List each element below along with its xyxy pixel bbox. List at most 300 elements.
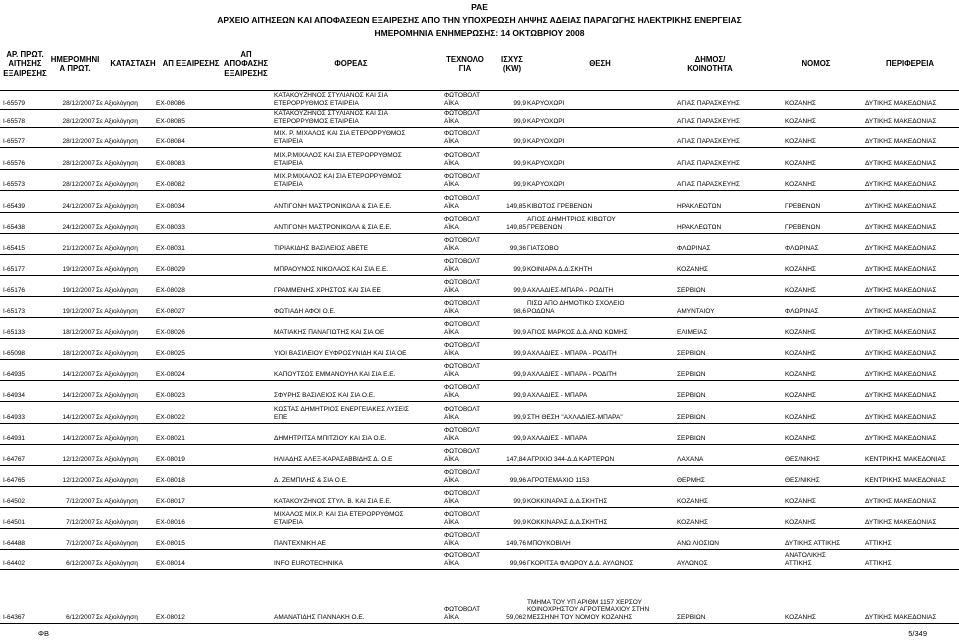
cell-status: Σε Αξιολόγηση (96, 224, 138, 232)
cell-dimos: ΑΓΙΑΣ ΠΑΡΑΣΚΕΥΗΣ (677, 118, 740, 126)
cell-foreas: ΚΩΣΤΑΣ ΔΗΜΗΤΡΙΟΣ ΕΝΕΡΓΕΙΑΚΕΣ ΛΥΣΕΙΣ ΕΠΕ (274, 406, 409, 422)
cell-power: 99,9 (513, 392, 526, 400)
cell-date: 28/12/2007 (62, 138, 95, 146)
table-row (0, 128, 959, 148)
cell-id: I-65577 (3, 138, 26, 146)
cell-perif: ΔΥΤΙΚΗΣ ΜΑΚΕΔΟΝΙΑΣ (865, 181, 937, 189)
cell-date: 18/12/2007 (62, 329, 95, 337)
cell-date: 6/12/2007 (66, 614, 95, 622)
cell-status: Σε Αξιολόγηση (96, 287, 138, 295)
cell-thesi: ΑΧΛΑΔΙΕΣ-ΜΠΑΡΑ - ΡΟΔΙΤΗ (527, 287, 614, 295)
cell-dimos: ΑΓΙΑΣ ΠΑΡΑΣΚΕΥΗΣ (677, 181, 740, 189)
cell-tech: ΦΩΤΟΒΟΛΤ ΑΪΚΑ (444, 511, 481, 527)
cell-date: 19/12/2007 (62, 266, 95, 274)
cell-status: Σε Αξιολόγηση (96, 392, 138, 400)
cell-perif: ΚΕΝΤΡΙΚΗΣ ΜΑΚΕΔΟΝΙΑΣ (865, 477, 946, 485)
cell-thesi: ΚΟΙΝΙΑΡΑ Δ.Δ.ΣΚΗΤΗ (527, 266, 593, 274)
cell-thesi: ΜΠΟΥΚΟΒΙΛΗ (527, 540, 571, 548)
cell-thesi: ΚΑΡΥΟΧΩΡΙ (527, 138, 565, 146)
cell-nomos: ΑΝΑΤΟΛΙΚΗΣ ΑΤΤΙΚΗΣ (785, 552, 826, 568)
table-row (0, 297, 959, 318)
cell-foreas: ΦΩΤΙΑΔΗ ΑΦΟΙ Ο.Ε. (274, 308, 336, 316)
cell-tech: ΦΩΤΟΒΟΛΤ ΑΪΚΑ (444, 279, 481, 295)
cell-date: 7/12/2007 (66, 498, 95, 506)
cell-nomos: ΚΟΖΑΝΗΣ (785, 181, 816, 189)
cell-thesi: ΚΙΒΩΤΟΣ ΓΡΕΒΕΝΩΝ (527, 203, 593, 211)
cell-date: 14/12/2007 (62, 392, 95, 400)
cell-dimos: ΑΓΙΑΣ ΠΑΡΑΣΚΕΥΗΣ (677, 138, 740, 146)
table-row (0, 487, 959, 508)
cell-id: I-65415 (3, 245, 26, 253)
cell-status: Σε Αξιολόγηση (96, 308, 138, 316)
cell-date: 28/12/2007 (62, 181, 95, 189)
cell-nomos: ΚΟΖΑΝΗΣ (785, 614, 816, 622)
cell-status: Σε Αξιολόγηση (96, 414, 138, 422)
cell-id: I-64765 (3, 477, 26, 485)
cell-power: 99,9 (513, 350, 526, 358)
cell-foreas: ΔΗΜΗΤΡΙΤΣΑ ΜΠΙΤΖΙΟΥ ΚΑΙ ΣΙΑ Ο.Ε. (274, 435, 387, 443)
cell-thesi: ΑΧΛΑΔΙΕΣ - ΜΠΑΡΑ (527, 435, 588, 443)
cell-tech: ΦΩΤΟΒΟΛΤ ΑΪΚΑ (444, 130, 481, 146)
cell-nomos: ΓΡΕΒΕΝΩΝ (785, 224, 821, 232)
cell-dimos: ΑΝΩ ΛΙΟΣΙΩΝ (677, 540, 719, 548)
cell-ap: ΕΧ-08017 (156, 498, 185, 506)
cell-tech: ΦΩΤΟΒΟΛΤ ΑΪΚΑ (444, 195, 481, 211)
table-row (0, 90, 959, 110)
cell-id: I-64501 (3, 519, 26, 527)
cell-thesi: ΣΤΗ ΘΕΣΗ "ΑΧΛΑΔΙΕΣ-ΜΠΑΡΑ" (527, 414, 623, 422)
cell-dimos: ΚΟΖΑΝΗΣ (677, 519, 708, 527)
cell-tech: ΦΩΤΟΒΟΛΤ ΑΪΚΑ (444, 363, 481, 379)
cell-status: Σε Αξιολόγηση (96, 371, 138, 379)
cell-thesi: ΓΚΟΡΙΤΣΑ ΦΛΩΡΟΥ Δ.Δ. ΑΥΛΩΝΟΣ (527, 560, 634, 568)
cell-foreas: ΓΡΑΜΜΕΝΗΣ ΧΡΗΣΤΟΣ ΚΑΙ ΣΙΑ ΕΕ (274, 287, 381, 295)
cell-id: I-65098 (3, 350, 26, 358)
table-row (0, 191, 959, 213)
cell-power: 149,85 (506, 224, 526, 232)
cell-foreas: ΚΑΤΑΚΟΥΖΗΝΟΣ ΣΤΥΛΙΑΝΟΣ ΚΑΙ ΣΙΑ ΕΤΕΡΟΡΡΥΘΜΟΣ ΕΤΑΙΡΕΙΑ (274, 92, 388, 108)
cell-nomos: ΚΟΖΑΝΗΣ (785, 435, 816, 443)
cell-ap: ΕΧ-08031 (156, 245, 185, 253)
cell-nomos: ΘΕΣ/ΝΙΚΗΣ (785, 477, 820, 485)
table-row (0, 529, 959, 550)
cell-date: 24/12/2007 (62, 224, 95, 232)
page-number: 5/349 (908, 629, 927, 638)
cell-dimos: ΦΛΩΡΙΝΑΣ (677, 245, 711, 253)
column-header: ΑΠ ΕΞΑΙΡΕΣΗΣ (162, 59, 220, 69)
cell-date: 7/12/2007 (66, 540, 95, 548)
cell-thesi: ΚΟΚΚΙΝΑΡΑΣ Δ.Δ.ΣΚΗΤΗΣ (527, 519, 608, 527)
cell-thesi: ΓΙΑΤΣΟΒΟ (527, 245, 559, 253)
cell-ap: ΕΧ-08018 (156, 477, 185, 485)
cell-perif: ΔΥΤΙΚΗΣ ΜΑΚΕΔΟΝΙΑΣ (865, 245, 937, 253)
cell-date: 12/12/2007 (62, 456, 95, 464)
cell-thesi: ΚΟΚΚΙΝΑΡΑΣ Δ.Δ.ΣΚΗΤΗΣ (527, 498, 608, 506)
cell-status: Σε Αξιολόγηση (96, 203, 138, 211)
cell-nomos: ΚΟΖΑΝΗΣ (785, 100, 816, 108)
cell-perif: ΔΥΤΙΚΗΣ ΜΑΚΕΔΟΝΙΑΣ (865, 414, 937, 422)
cell-tech: ΦΩΤΟΒΟΛΤ ΑΪΚΑ (444, 490, 481, 506)
table-row (0, 234, 959, 255)
cell-ap: ΕΧ-08019 (156, 456, 185, 464)
cell-ap: ΕΧ-08033 (156, 224, 185, 232)
table-row (0, 318, 959, 339)
table-row (0, 508, 959, 529)
cell-thesi: ΚΑΡΥΟΧΩΡΙ (527, 118, 565, 126)
cell-tech: ΦΩΤΟΒΟΛΤ ΑΪΚΑ (444, 342, 481, 358)
column-header: ΤΕΧΝΟΛΟ ΓΙΑ (446, 54, 484, 73)
cell-nomos: ΚΟΖΑΝΗΣ (785, 414, 816, 422)
cell-power: 99,9 (513, 138, 526, 146)
cell-status: Σε Αξιολόγηση (96, 560, 138, 568)
header-line-3: ΗΜΕΡΟΜΗΝΙΑ ΕΝΗΜΕΡΩΣΗΣ: 14 ΟΚΤΩΒΡΙΟΥ 2008 (374, 28, 585, 38)
cell-nomos: ΚΟΖΑΝΗΣ (785, 371, 816, 379)
cell-status: Σε Αξιολόγηση (96, 329, 138, 337)
cell-ap: ΕΧ-08085 (156, 118, 185, 126)
cell-dimos: ΕΛΙΜΕΙΑΣ (677, 329, 708, 337)
column-header: ΦΟΡΕΑΣ (334, 59, 368, 69)
cell-perif: ΔΥΤΙΚΗΣ ΜΑΚΕΔΟΝΙΑΣ (865, 287, 937, 295)
cell-id: I-65177 (3, 266, 26, 274)
table-row (0, 213, 959, 234)
cell-power: 99,9 (513, 118, 526, 126)
cell-foreas: ΑΝΤΙΓΟΝΗ ΜΑΣΤΡΟΝΙΚΟΛΑ & ΣΙΑ Ε.Ε. (274, 203, 392, 211)
cell-power: 147,84 (506, 456, 526, 464)
cell-perif: ΔΥΤΙΚΗΣ ΜΑΚΕΔΟΝΙΑΣ (865, 519, 937, 527)
cell-foreas: ΑΝΤΙΓΟΝΗ ΜΑΣΤΡΟΝΙΚΟΛΑ & ΣΙΑ Ε.Ε. (274, 224, 392, 232)
cell-id: I-65438 (3, 224, 26, 232)
cell-perif: ΑΤΤΙΚΗΣ (865, 560, 892, 568)
cell-status: Σε Αξιολόγηση (96, 245, 138, 253)
cell-foreas: ΜΙΧ.Ρ.ΜΙΧΑΛΟΣ ΚΑΙ ΣΙΑ ΕΤΕΡΟΡΡΥΘΜΟΣ ΕΤΑΙΡΕΙΑ (274, 152, 402, 168)
cell-id: I-64934 (3, 392, 26, 400)
cell-foreas: ΥΙΟΙ ΒΑΣΙΛΕΙΟΥ ΕΥΦΡΟΣΥΝΙΔΗ ΚΑΙ ΣΙΑ ΟΕ (274, 350, 407, 358)
cell-foreas: ΠΑΝΤΕΧΝΙΚΗ ΑΕ (274, 540, 327, 548)
cell-perif: ΔΥΤΙΚΗΣ ΜΑΚΕΔΟΝΙΑΣ (865, 350, 937, 358)
cell-nomos: ΚΟΖΑΝΗΣ (785, 329, 816, 337)
cell-dimos: ΗΡΑΚΛΕΩΤΩΝ (677, 203, 722, 211)
cell-status: Σε Αξιολόγηση (96, 100, 138, 108)
column-header: ΙΣΧΥΣ (KW) (501, 54, 523, 73)
cell-perif: ΔΥΤΙΚΗΣ ΜΑΚΕΔΟΝΙΑΣ (865, 392, 937, 400)
cell-date: 18/12/2007 (62, 350, 95, 358)
cell-thesi: ΑΓΡΙΧΙΟ 344-Δ.Δ ΚΑΡΤΕΡΩΝ (527, 456, 615, 464)
cell-thesi: ΠΙΣΩ ΑΠΟ ΔΗΜΟΤΙΚΟ ΣΧΟΛΕΙΟ ΡΟΔΩΝΑ (527, 300, 625, 316)
cell-id: I-65173 (3, 308, 26, 316)
cell-perif: ΔΥΤΙΚΗΣ ΜΑΚΕΔΟΝΙΑΣ (865, 224, 937, 232)
cell-dimos: ΣΕΡΒΙΩΝ (677, 435, 706, 443)
cell-perif: ΔΥΤΙΚΗΣ ΜΑΚΕΔΟΝΙΑΣ (865, 435, 937, 443)
column-header: ΑΡ. ΠΡΩΤ. ΑΙΤΗΣΗΣ ΕΞΑΙΡΕΣΗΣ (3, 49, 47, 78)
cell-status: Σε Αξιολόγηση (96, 118, 138, 126)
cell-dimos: ΛΑΧΑΝΑ (677, 456, 704, 464)
cell-foreas: INFO EUROTECHNIKA (274, 560, 343, 568)
cell-status: Σε Αξιολόγηση (96, 350, 138, 358)
cell-perif: ΔΥΤΙΚΗΣ ΜΑΚΕΔΟΝΙΑΣ (865, 118, 937, 126)
column-header: ΘΕΣΗ (589, 59, 611, 69)
cell-foreas: ΜΑΤΙΑΚΗΣ ΠΑΝΑΓΙΩΤΗΣ ΚΑΙ ΣΙΑ ΟΕ (274, 329, 385, 337)
cell-perif: ΔΥΤΙΚΗΣ ΜΑΚΕΔΟΝΙΑΣ (865, 100, 937, 108)
cell-date: 14/12/2007 (62, 414, 95, 422)
table-row (0, 402, 959, 424)
header-line-2: ΑΡΧΕΙΟ ΑΙΤΗΣΕΩΝ ΚΑΙ ΑΠΟΦΑΣΕΩΝ ΕΞΑΙΡΕΣΗΣ ΑΠΟ ΤΗΝ ΥΠΟΧΡΕΩΣΗ ΛΗΨΗΣ ΑΔΕΙΑΣ ΠΑΡΑΓΩΓΗΣ ΗΛΕΚΤΡΙΚΗΣ ΕΝΕΡΓΕΙΑΣ (217, 15, 742, 25)
cell-id: I-64502 (3, 498, 26, 506)
cell-date: 28/12/2007 (62, 160, 95, 168)
cell-perif: ΔΥΤΙΚΗΣ ΜΑΚΕΔΟΝΙΑΣ (865, 266, 937, 274)
cell-id: I-64402 (3, 560, 26, 568)
cell-id: I-64935 (3, 371, 26, 379)
table-row (0, 466, 959, 487)
table-row (0, 148, 959, 170)
cell-date: 12/12/2007 (62, 477, 95, 485)
cell-ap: ΕΧ-08023 (156, 392, 185, 400)
column-header: ΚΑΤΑΣΤΑΣΗ (110, 59, 156, 69)
cell-id: I-64367 (3, 614, 26, 622)
cell-ap: ΕΧ-08026 (156, 329, 185, 337)
cell-id: I-65579 (3, 100, 26, 108)
cell-foreas: ΚΑΤΑΚΟΥΖΗΝΟΣ ΣΤΥΛΙΑΝΟΣ ΚΑΙ ΣΙΑ ΕΤΕΡΟΡΡΥΘΜΟΣ ΕΤΑΙΡΕΙΑ (274, 110, 388, 126)
cell-perif: ΔΥΤΙΚΗΣ ΜΑΚΕΔΟΝΙΑΣ (865, 371, 937, 379)
cell-foreas: ΣΦΥΡΗΣ ΒΑΣΙΛΕΙΟΣ ΚΑΙ ΣΙΑ Ο.Ε. (274, 392, 375, 400)
cell-power: 99,9 (513, 329, 526, 337)
cell-power: 99,9 (513, 100, 526, 108)
cell-perif: ΔΥΤΙΚΗΣ ΜΑΚΕΔΟΝΙΑΣ (865, 160, 937, 168)
cell-ap: ΕΧ-08027 (156, 308, 185, 316)
cell-tech: ΦΩΤΟΒΟΛΤ ΑΪΚΑ (444, 448, 481, 464)
cell-dimos: ΑΜΥΝΤΑΙΟΥ (677, 308, 715, 316)
cell-foreas: ΤΙΡΙΑΚΙΔΗΣ ΒΑΣΙΛΕΙΟΣ ΑΒΕΤΕ (274, 245, 369, 253)
cell-dimos: ΚΟΖΑΝΗΣ (677, 498, 708, 506)
table-row (0, 445, 959, 466)
cell-nomos: ΚΟΖΑΝΗΣ (785, 118, 816, 126)
cell-ap: ΕΧ-08029 (156, 266, 185, 274)
cell-ap: ΕΧ-08021 (156, 435, 185, 443)
column-header: ΗΜΕΡΟΜΗΝΙ Α ΠΡΩΤ. (50, 54, 100, 73)
cell-thesi: ΚΑΡΥΟΧΩΡΙ (527, 100, 565, 108)
cell-id: I-65573 (3, 181, 26, 189)
cell-thesi: ΤΜΗΜΑ ΤΟΥ ΥΠ ΑΡΙΘΜ 1157 ΧΕΡΣΟΥ ΚΟΙΝΟΧΡΗΣΤΟΥ ΑΓΡΟΤΕΜΑΧΙΟΥ ΣΤΗΝ ΜΕΣΣΗΝΗ ΤΟΥ ΝΟΜΟΥ ΚΟΖΑΝΗΣ (527, 598, 650, 622)
footer-left: ΦΒ (38, 629, 49, 638)
cell-ap: ΕΧ-08083 (156, 160, 185, 168)
cell-nomos: ΚΟΖΑΝΗΣ (785, 350, 816, 358)
column-header: ΝΟΜΟΣ (801, 59, 831, 69)
table-row (0, 255, 959, 276)
cell-date: 19/12/2007 (62, 308, 95, 316)
cell-power: 149,85 (506, 203, 526, 211)
cell-thesi: ΑΓΡΟΤΕΜΑΧΙΟ 1153 (527, 477, 590, 485)
cell-perif: ΔΥΤΙΚΗΣ ΜΑΚΕΔΟΝΙΑΣ (865, 329, 937, 337)
cell-dimos: ΣΕΡΒΙΩΝ (677, 350, 706, 358)
table-row (0, 339, 959, 360)
cell-status: Σε Αξιολόγηση (96, 456, 138, 464)
cell-date: 7/12/2007 (66, 519, 95, 527)
cell-power: 149,76 (506, 540, 526, 548)
cell-nomos: ΚΟΖΑΝΗΣ (785, 498, 816, 506)
cell-tech: ΦΩΤΟΒΟΛΤ ΑΪΚΑ (444, 469, 481, 485)
cell-ap: ΕΧ-08034 (156, 203, 185, 211)
cell-tech: ΦΩΤΟΒΟΛΤ ΑΪΚΑ (444, 92, 481, 108)
cell-id: I-65176 (3, 287, 26, 295)
cell-id: I-64933 (3, 414, 26, 422)
cell-ap: ΕΧ-08016 (156, 519, 185, 527)
cell-power: 99,9 (513, 519, 526, 527)
cell-tech: ΦΩΤΟΒΟΛΤ ΑΪΚΑ (444, 173, 481, 189)
cell-date: 21/12/2007 (62, 245, 95, 253)
cell-tech: ΦΩΤΟΒΟΛΤ ΑΪΚΑ (444, 110, 481, 126)
cell-tech: ΦΩΤΟΒΟΛΤ ΑΪΚΑ (444, 384, 481, 400)
cell-perif: ΚΕΝΤΡΙΚΗΣ ΜΑΚΕΔΟΝΙΑΣ (865, 456, 946, 464)
cell-tech: ΦΩΤΟΒΟΛΤ ΑΪΚΑ (444, 216, 481, 232)
cell-id: I-65578 (3, 118, 26, 126)
cell-nomos: ΓΡΕΒΕΝΩΝ (785, 203, 821, 211)
cell-date: 14/12/2007 (62, 371, 95, 379)
cell-thesi: ΚΑΡΥΟΧΩΡΙ (527, 181, 565, 189)
cell-power: 99,9 (513, 266, 526, 274)
cell-thesi: ΑΧΛΑΔΙΕΣ - ΜΠΑΡΑ - ΡΟΔΙΤΗ (527, 371, 617, 379)
cell-nomos: ΚΟΖΑΝΗΣ (785, 519, 816, 527)
column-header-row (0, 38, 959, 91)
cell-tech: ΦΩΤΟΒΟΛΤ ΑΪΚΑ (444, 237, 481, 253)
cell-perif: ΔΥΤΙΚΗΣ ΜΑΚΕΔΟΝΙΑΣ (865, 138, 937, 146)
cell-ap: ΕΧ-08024 (156, 371, 185, 379)
cell-nomos: ΚΟΖΑΝΗΣ (785, 138, 816, 146)
cell-power: 99,9 (513, 160, 526, 168)
cell-dimos: ΣΕΡΒΙΩΝ (677, 287, 706, 295)
cell-nomos: ΚΟΖΑΝΗΣ (785, 266, 816, 274)
cell-ap: ΕΧ-08025 (156, 350, 185, 358)
cell-dimos: ΗΡΑΚΛΕΩΤΩΝ (677, 224, 722, 232)
cell-ap: ΕΧ-08086 (156, 100, 185, 108)
table-row (0, 381, 959, 402)
cell-power: 99,9 (513, 371, 526, 379)
column-header: ΠΕΡΙΦΕΡΕΙΑ (886, 59, 934, 69)
cell-foreas: ΜΠΡΑΟΥΝΟΣ ΝΙΚΟΛΑΟΣ ΚΑΙ ΣΙΑ Ε.Ε. (274, 266, 389, 274)
cell-power: 99,9 (513, 435, 526, 443)
cell-tech: ΦΩΤΟΒΟΛΤ ΑΪΚΑ (444, 606, 481, 622)
cell-dimos: ΣΕΡΒΙΩΝ (677, 392, 706, 400)
cell-status: Σε Αξιολόγηση (96, 435, 138, 443)
cell-nomos: ΦΛΩΡΙΝΑΣ (785, 245, 819, 253)
cell-ap: ΕΧ-08082 (156, 181, 185, 189)
cell-power: 59,062 (506, 614, 526, 622)
cell-power: 98,6 (513, 308, 526, 316)
cell-power: 99,96 (509, 560, 526, 568)
cell-thesi: ΑΧΛΑΔΙΕΣ - ΜΠΑΡΑ (527, 392, 588, 400)
cell-thesi: ΑΓΙΟΣ ΜΑΡΚΟΣ Δ.Δ.ΑΝΩ ΚΩΜΗΣ (527, 329, 628, 337)
cell-foreas: Δ. ΖΕΜΠΙΛΗΣ & ΣΙΑ Ο.Ε. (274, 477, 348, 485)
cell-date: 14/12/2007 (62, 435, 95, 443)
cell-foreas: ΜΙΧ.Ρ.ΜΙΧΑΛΟΣ ΚΑΙ ΣΙΑ ΕΤΕΡΟΡΡΥΘΜΟΣ ΕΤΑΙΡΕΙΑ (274, 173, 402, 189)
cell-tech: ΦΩΤΟΒΟΛΤ ΑΪΚΑ (444, 321, 481, 337)
cell-nomos: ΚΟΖΑΝΗΣ (785, 287, 816, 295)
cell-nomos: ΚΟΖΑΝΗΣ (785, 160, 816, 168)
cell-ap: ΕΧ-08022 (156, 414, 185, 422)
cell-power: 99,9 (513, 287, 526, 295)
cell-ap: ΕΧ-08014 (156, 560, 185, 568)
cell-perif: ΔΥΤΙΚΗΣ ΜΑΚΕΔΟΝΙΑΣ (865, 203, 937, 211)
cell-thesi: ΑΧΛΑΔΙΕΣ - ΜΠΑΡΑ - ΡΟΔΙΤΗ (527, 350, 617, 358)
table-row (0, 360, 959, 381)
cell-status: Σε Αξιολόγηση (96, 266, 138, 274)
cell-status: Σε Αξιολόγηση (96, 498, 138, 506)
cell-nomos: ΦΛΩΡΙΝΑΣ (785, 308, 819, 316)
table-row (0, 110, 959, 128)
cell-foreas: ΚΑΠΟΥΤΣΟΣ ΕΜΜΑΝΟΥΗΛ ΚΑΙ ΣΙΑ Ε.Ε. (274, 371, 396, 379)
cell-id: I-65576 (3, 160, 26, 168)
table-row (0, 170, 959, 191)
cell-status: Σε Αξιολόγηση (96, 138, 138, 146)
table-row (0, 276, 959, 297)
cell-perif: ΑΤΤΙΚΗΣ (865, 540, 892, 548)
cell-tech: ΦΩΤΟΒΟΛΤ ΑΪΚΑ (444, 152, 481, 168)
cell-dimos: ΑΥΛΩΝΟΣ (677, 560, 708, 568)
header-line-1: ΡΑΕ (471, 2, 488, 12)
table-row (0, 424, 959, 445)
cell-ap: ΕΧ-08084 (156, 138, 185, 146)
cell-perif: ΔΥΤΙΚΗΣ ΜΑΚΕΔΟΝΙΑΣ (865, 308, 937, 316)
cell-tech: ΦΩΤΟΒΟΛΤ ΑΪΚΑ (444, 300, 481, 316)
cell-status: Σε Αξιολόγηση (96, 519, 138, 527)
cell-thesi: ΑΓΙΟΣ ΔΗΜΗΤΡΙΟΣ ΚΙΒΩΤΟΥ ΓΡΕΒΕΝΩΝ (527, 216, 616, 232)
cell-foreas: ΗΛΙΑΔΗΣ ΑΛΕΞ-ΚΑΡΑΣΑΒΒΙΔΗΣ Δ. Ο.Ε (274, 456, 393, 464)
cell-id: I-65439 (3, 203, 26, 211)
column-header: ΑΠ ΑΠΟΦΑΣΗΣ ΕΞΑΙΡΕΣΗΣ (223, 49, 269, 78)
cell-id: I-64931 (3, 435, 26, 443)
cell-tech: ΦΩΤΟΒΟΛΤ ΑΪΚΑ (444, 427, 481, 443)
cell-nomos: ΔΥΤΙΚΗΣ ΑΤΤΙΚΗΣ (785, 540, 841, 548)
cell-tech: ΦΩΤΟΒΟΛΤ ΑΪΚΑ (444, 552, 481, 568)
cell-thesi: ΚΑΡΥΟΧΩΡΙ (527, 160, 565, 168)
cell-date: 19/12/2007 (62, 287, 95, 295)
cell-foreas: ΜΙΧ. Ρ. ΜΙΧΑΛΟΣ ΚΑΙ ΣΙΑ ΕΤΕΡΟΡΡΥΘΜΟΣ ΕΤΑΙΡΕΙΑ (274, 130, 406, 146)
table-row (0, 550, 959, 570)
cell-status: Σε Αξιολόγηση (96, 540, 138, 548)
cell-dimos: ΣΕΡΒΙΩΝ (677, 414, 706, 422)
table-row (0, 570, 959, 624)
cell-id: I-64767 (3, 456, 26, 464)
cell-dimos: ΣΕΡΒΙΩΝ (677, 371, 706, 379)
cell-perif: ΔΥΤΙΚΗΣ ΜΑΚΕΔΟΝΙΑΣ (865, 498, 937, 506)
cell-status: Σε Αξιολόγηση (96, 614, 138, 622)
column-header: ΔΗΜΟΣ/ ΚΟΙΝΟΤΗΤΑ (687, 54, 733, 73)
cell-date: 28/12/2007 (62, 118, 95, 126)
cell-nomos: ΚΟΖΑΝΗΣ (785, 392, 816, 400)
cell-power: 99,36 (509, 245, 526, 253)
cell-status: Σε Αξιολόγηση (96, 160, 138, 168)
cell-tech: ΦΩΤΟΒΟΛΤ ΑΪΚΑ (444, 258, 481, 274)
cell-perif: ΔΥΤΙΚΗΣ ΜΑΚΕΔΟΝΙΑΣ (865, 614, 937, 622)
cell-ap: ΕΧ-08012 (156, 614, 185, 622)
cell-foreas: ΚΑΤΑΚΟΥΖΗΝΟΣ ΣΤΥΛ. Β. ΚΑΙ ΣΙΑ Ε.Ε. (274, 498, 392, 506)
cell-ap: ΕΧ-08015 (156, 540, 185, 548)
cell-status: Σε Αξιολόγηση (96, 181, 138, 189)
cell-nomos: ΘΕΣ/ΝΙΚΗΣ (785, 456, 820, 464)
cell-date: 28/12/2007 (62, 100, 95, 108)
cell-tech: ΦΩΤΟΒΟΛΤ ΑΪΚΑ (444, 532, 481, 548)
cell-date: 6/12/2007 (66, 560, 95, 568)
cell-id: I-65133 (3, 329, 26, 337)
cell-dimos: ΑΓΙΑΣ ΠΑΡΑΣΚΕΥΗΣ (677, 160, 740, 168)
cell-tech: ΦΩΤΟΒΟΛΤ ΑΪΚΑ (444, 406, 481, 422)
cell-dimos: ΣΕΡΒΙΩΝ (677, 614, 706, 622)
cell-power: 99,9 (513, 414, 526, 422)
cell-foreas: ΑΜΑΝΑΤΙΔΗΣ ΓΙΑΝΝΑΚΗ Ο.Ε. (274, 614, 365, 622)
cell-foreas: ΜΙΧΑΛΟΣ ΜΙΧ.Ρ. ΚΑΙ ΣΙΑ ΕΤΕΡΟΡΡΥΘΜΟΣ ΕΤΑΙΡΕΙΑ (274, 511, 404, 527)
cell-status: Σε Αξιολόγηση (96, 477, 138, 485)
cell-power: 99,96 (509, 477, 526, 485)
cell-id: I-64488 (3, 540, 26, 548)
cell-power: 99,9 (513, 181, 526, 189)
